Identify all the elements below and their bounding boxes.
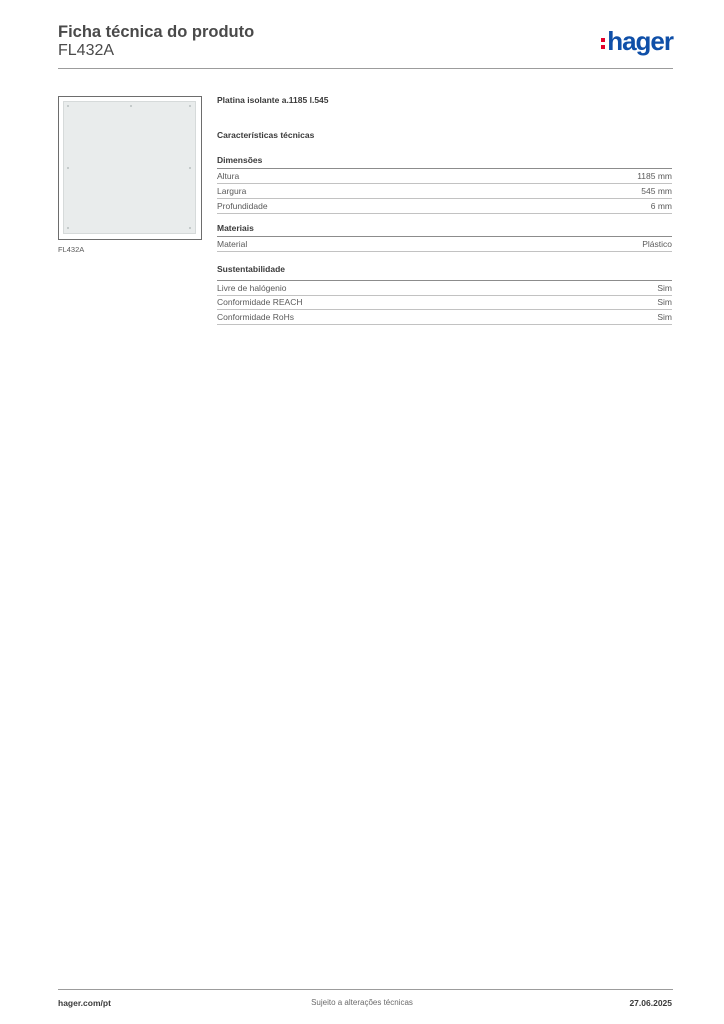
specs-heading: Características técnicas	[217, 130, 315, 140]
spec-key: Material	[217, 239, 248, 249]
footer-website-link[interactable]: hager.com/pt	[58, 998, 111, 1008]
logo-text: hager	[607, 26, 673, 56]
footer-date: 27.06.2025	[629, 998, 672, 1008]
spec-row	[217, 310, 672, 325]
spec-value: Plástico	[642, 239, 672, 249]
header-divider	[58, 68, 673, 69]
spec-row	[217, 199, 672, 214]
spec-row	[217, 280, 672, 296]
product-image-frame	[58, 96, 202, 240]
product-code: FL432A	[58, 42, 115, 59]
logo-dots-icon	[601, 38, 605, 49]
spec-value: Sim	[657, 312, 672, 322]
spec-key: Largura	[217, 186, 247, 196]
spec-value: Sim	[657, 297, 672, 307]
spec-value: Sim	[657, 283, 672, 293]
document-header	[58, 20, 673, 68]
materials-title: Materiais	[217, 223, 672, 237]
image-caption: FL432A	[58, 245, 85, 254]
spec-row	[217, 184, 672, 199]
spec-key: Altura	[217, 171, 240, 181]
product-name: Platina isolante a.1185 l.545	[217, 95, 329, 105]
spec-row	[217, 169, 672, 184]
spec-key: Conformidade RoHs	[217, 312, 295, 322]
spec-value: 545 mm	[641, 186, 672, 196]
spec-key: Livre de halógenio	[217, 283, 287, 293]
insulating-plate-image	[63, 101, 196, 234]
sustainability-title: Sustentabilidade	[217, 264, 286, 274]
spec-key: Profundidade	[217, 201, 268, 211]
spec-value: 6 mm	[650, 201, 672, 211]
spec-row	[217, 295, 672, 310]
document-title: Ficha técnica do produto	[58, 23, 255, 41]
dimensions-title: Dimensões	[217, 155, 672, 169]
spec-row	[217, 237, 672, 252]
footer-notice: Sujeito a alterações técnicas	[311, 998, 413, 1007]
spec-key: Conformidade REACH	[217, 297, 303, 307]
footer-divider	[58, 989, 673, 990]
spec-value: 1185 mm	[637, 171, 672, 181]
hager-logo	[601, 26, 673, 56]
